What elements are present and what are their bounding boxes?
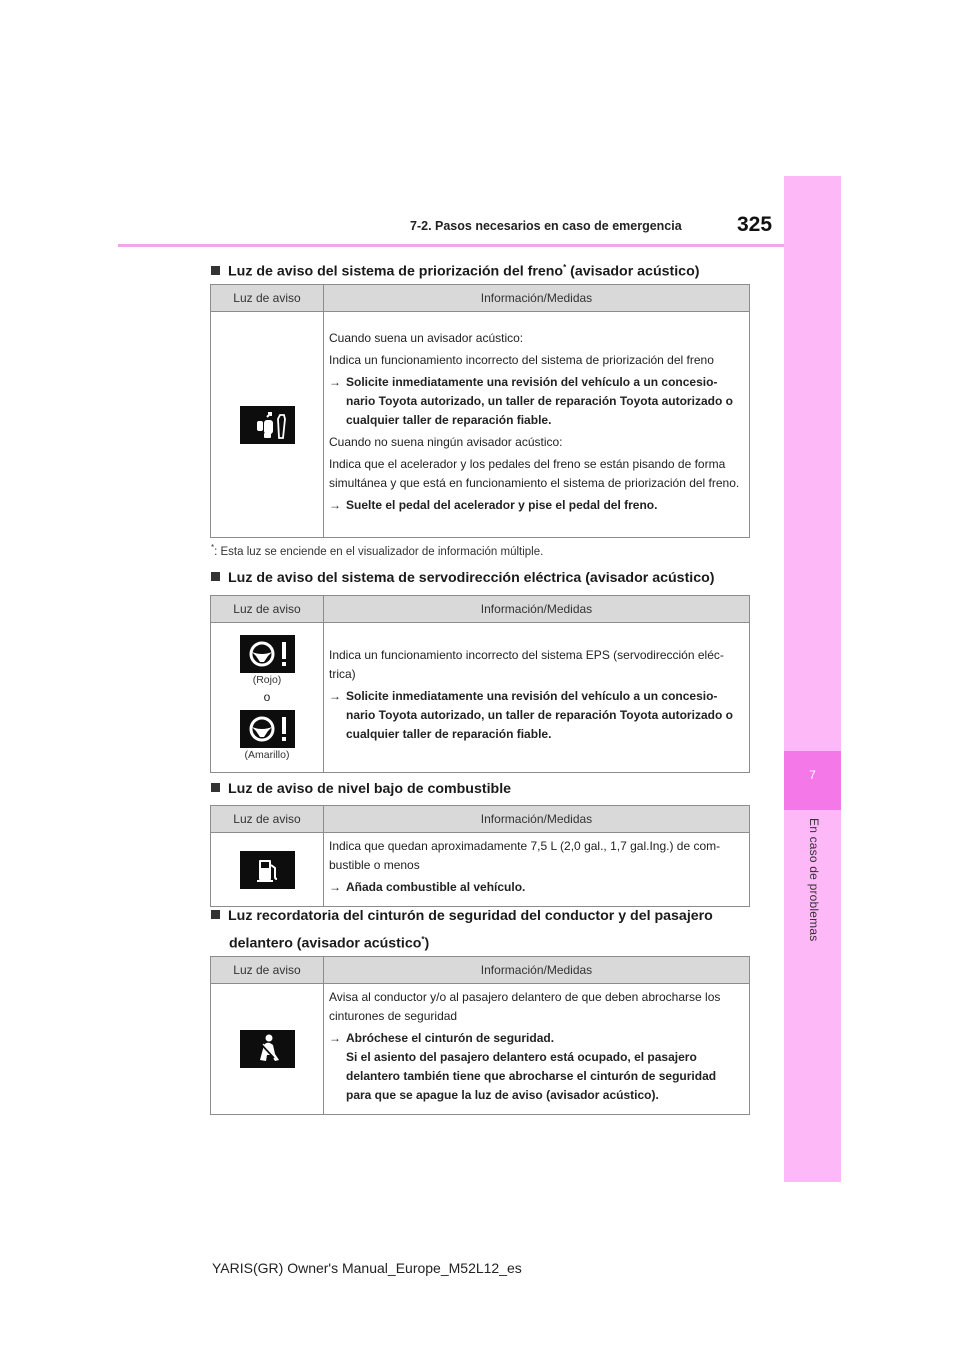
or-text: o xyxy=(263,689,271,704)
info-cell xyxy=(324,833,750,907)
warning-light-cell xyxy=(211,312,324,538)
info-text: Avisa al conductor y/o al pasajero delantero de que deben abrocharse los cinturones de seguridad xyxy=(329,990,721,1023)
footer-manual-id: YARIS(GR) Owner's Manual_Europe_M52L12_es xyxy=(212,1260,522,1276)
info-text: Indica que el acelerador y los pedales del freno se están pisando de forma simultánea y que está en funcionamiento el sistema de priorización del freno. xyxy=(329,457,740,490)
bullet-square-icon xyxy=(211,783,220,792)
chapter-number: 7 xyxy=(809,768,816,782)
seatbelt-table xyxy=(210,956,750,1115)
page-number: 325 xyxy=(737,213,773,236)
header-divider xyxy=(118,244,784,247)
power-steering-warning-icon xyxy=(240,710,295,748)
power-steering-table xyxy=(210,595,750,773)
warning-light-cell xyxy=(211,623,324,773)
info-cell xyxy=(324,623,750,773)
arrow-icon: → xyxy=(329,689,341,703)
section-heading-low-fuel: Luz de aviso de nivel bajo de combustible xyxy=(211,778,511,801)
brake-override-table xyxy=(210,284,750,538)
power-steering-warning-icon xyxy=(240,635,295,673)
footnote: *: Esta luz se enciende en el visualizador de información múltiple. xyxy=(211,543,544,558)
icon-caption-yellow: (Amarillo) xyxy=(244,748,290,761)
column-header-warning-light: Luz de aviso xyxy=(211,596,324,623)
info-text: Indica que quedan aproximadamente 7,5 L (2,0 gal., 1,7 gal.Ing.) de com-bustible o menos xyxy=(329,839,721,872)
column-header-info: Información/Medidas xyxy=(324,957,750,984)
icon-caption-red: (Rojo) xyxy=(252,673,282,686)
bullet-square-icon xyxy=(211,910,220,919)
section-heading-brake-override: Luz de aviso del sistema de priorización del freno* (avisador acústico) xyxy=(211,256,699,284)
info-text: Cuando no suena ningún avisador acústico: xyxy=(329,435,563,449)
action-item: → Suelte el pedal del acelerador y pise el pedal del freno. xyxy=(329,496,743,515)
column-header-warning-light: Luz de aviso xyxy=(211,957,324,984)
info-text: Indica un funcionamiento incorrecto del sistema EPS (servodirección eléc-trica) xyxy=(329,648,724,681)
arrow-icon: → xyxy=(329,375,341,389)
chapter-sidebar-tab xyxy=(784,176,841,1182)
arrow-icon: → xyxy=(329,498,341,512)
chapter-title: En caso de problemas xyxy=(807,818,821,942)
info-cell xyxy=(324,312,750,538)
low-fuel-table xyxy=(210,805,750,907)
info-cell xyxy=(324,984,750,1115)
section-heading-power-steering: Luz de aviso del sistema de servodirección eléctrica (avisador acústico) xyxy=(211,567,715,590)
action-item: → Solicite inmediatamente una revisión del vehículo a un concesio-nario Toyota autorizado, un taller de reparación Toyota autorizado o cualquier taller de reparación fiable. xyxy=(329,373,743,430)
column-header-info: Información/Medidas xyxy=(324,596,750,623)
column-header-warning-light: Luz de aviso xyxy=(211,285,324,312)
bullet-square-icon xyxy=(211,572,220,581)
column-header-info: Información/Medidas xyxy=(324,285,750,312)
bullet-square-icon xyxy=(211,266,220,275)
seatbelt-reminder-icon xyxy=(240,1030,295,1068)
action-item: → Solicite inmediatamente una revisión del vehículo a un concesio-nario Toyota autorizado, un taller de reparación Toyota autorizado o cualquier taller de reparación fiable. xyxy=(329,687,743,744)
column-header-warning-light: Luz de aviso xyxy=(211,806,324,833)
arrow-icon: → xyxy=(329,1031,341,1045)
action-item: → Añada combustible al vehículo. xyxy=(329,878,743,897)
section-heading-seatbelt: Luz recordatoria del cinturón de seguridad del conductor y del pasajero delantero (avisador acústico*) xyxy=(211,905,713,956)
section-title: 7-2. Pasos necesarios en caso de emergencia xyxy=(410,219,682,233)
column-header-info: Información/Medidas xyxy=(324,806,750,833)
warning-light-cell xyxy=(211,833,324,907)
action-item: → Abróchese el cinturón de seguridad. Si el asiento del pasajero delantero está ocupado, el pasajero delantero también tiene que abrocharse el cinturón de seguridad para que se apague la luz de aviso (avisador acústico). xyxy=(329,1029,743,1105)
brake-override-warning-icon xyxy=(240,406,295,444)
info-text: Cuando suena un avisador acústico: xyxy=(329,331,524,345)
warning-light-cell xyxy=(211,984,324,1115)
arrow-icon: → xyxy=(329,880,341,894)
info-text: Indica un funcionamiento incorrecto del sistema de priorización del freno xyxy=(329,353,714,367)
fuel-pump-icon xyxy=(240,851,295,889)
